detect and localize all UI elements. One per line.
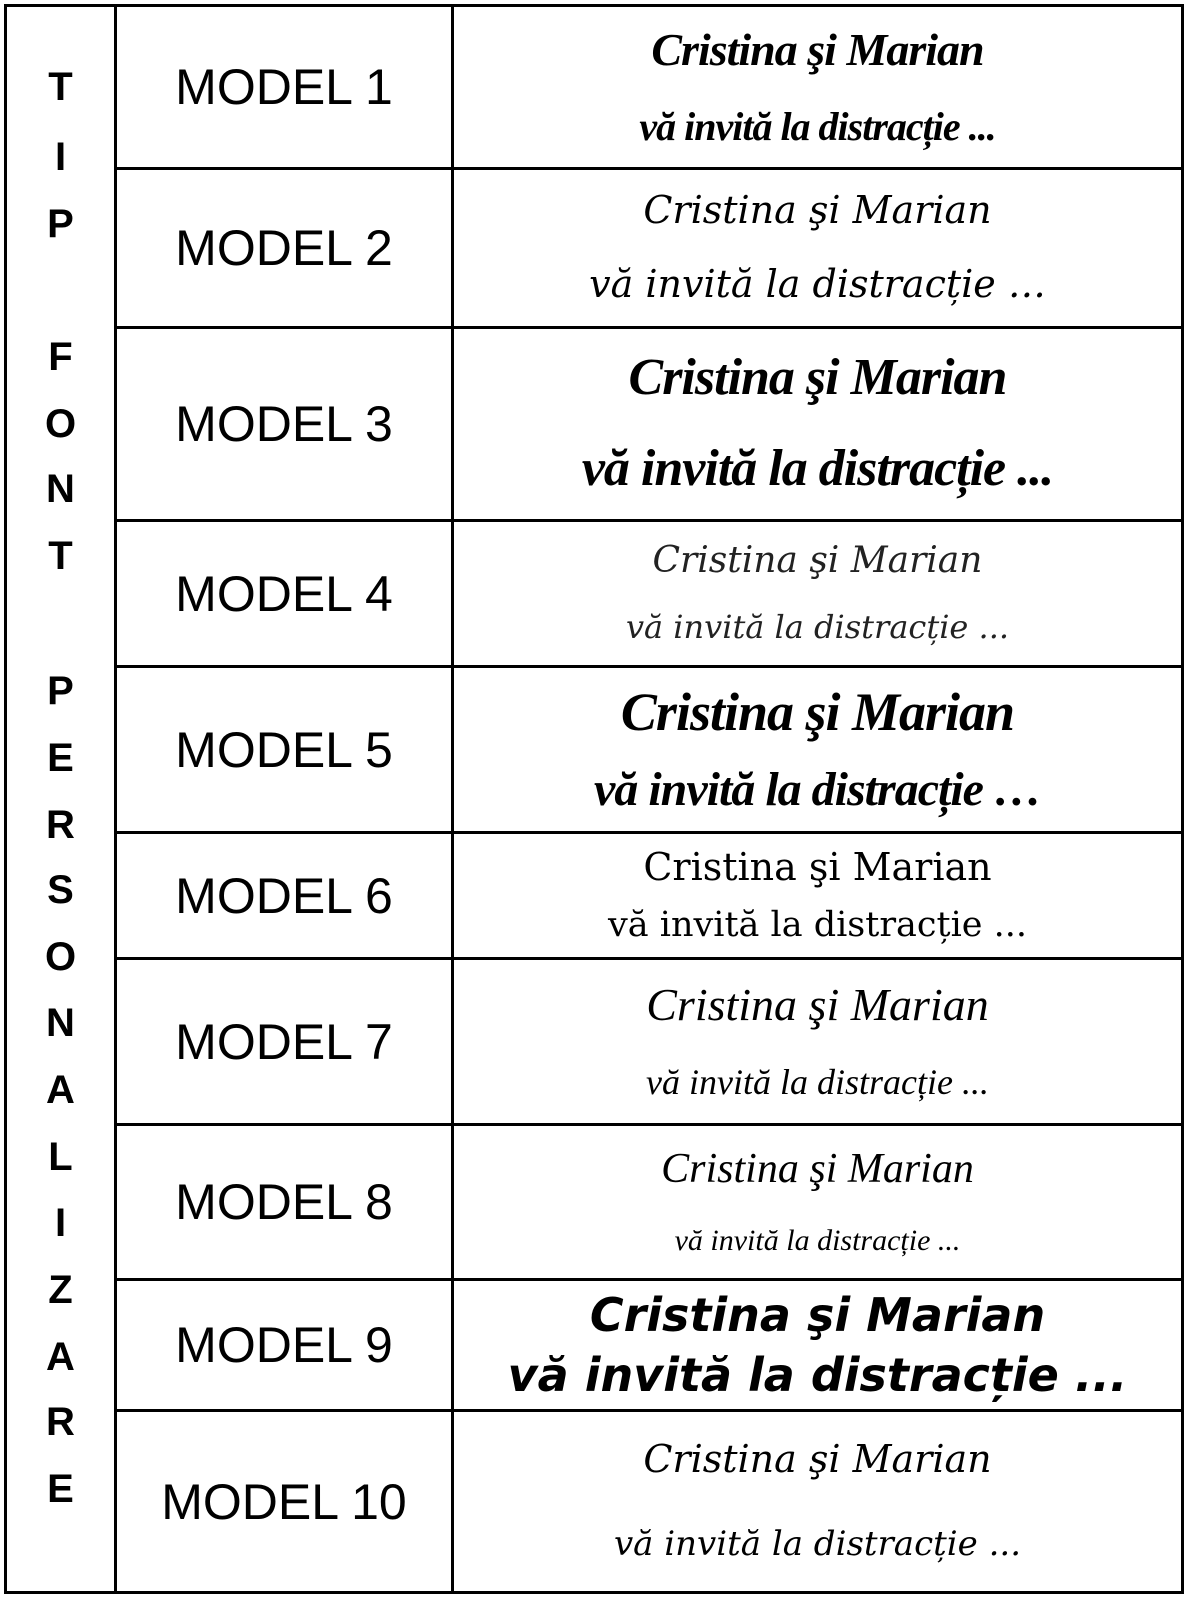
side-label-column [7,7,117,1591]
font-sample [454,329,1181,519]
model-row [117,522,1181,668]
font-sample [454,522,1181,665]
model-label: MODEL 9 [117,1281,454,1409]
sample-line-invite: vă invită la distracție … [594,762,1041,816]
sample-line-invite: vă invită la distracție ... [625,608,1010,647]
model-row [117,1281,1181,1412]
model-label: MODEL 2 [117,170,454,326]
sample-line-names: Cristina şi Marian [620,681,1015,742]
side-label-letter: I [54,135,67,179]
model-row [117,170,1181,329]
model-label: MODEL 1 [117,7,454,167]
model-label: MODEL 4 [117,522,454,665]
model-label: MODEL 6 [117,834,454,957]
model-row [117,668,1181,834]
font-sample [454,668,1181,831]
sample-line-names: Cristina şi Marian [643,1436,992,1481]
side-label-letter: I [54,1201,67,1245]
side-label-letter: O [44,402,77,446]
model-row [117,834,1181,960]
sample-line-invite: vă invită la distracție ... [674,1224,961,1258]
side-label-letter: R [46,1400,75,1444]
sample-line-invite: vă invită la distracție ... [646,1061,989,1102]
side-label-letter: N [46,467,75,511]
sample-line-names: Cristina şi Marian [651,24,984,76]
side-label-letter: E [47,1467,74,1511]
side-label-letter: O [44,935,77,979]
model-row [117,7,1181,170]
sample-line-invite: vă invită la distracție ... [581,440,1054,498]
sample-line-names: Cristina şi Marian [652,539,983,581]
side-label-letter: P [47,669,74,713]
side-label-letter: S [47,868,74,912]
side-label-letter: T [48,534,73,578]
sample-line-invite: vă invită la distracție ... [607,904,1027,945]
side-label-letter: N [46,1001,75,1045]
sample-line-names: Cristina şi Marian [646,979,989,1031]
side-label-letter: R [46,803,75,847]
sample-line-names: Cristina şi Marian [643,188,992,233]
side-label-letter: Z [48,1268,73,1312]
sample-line-names: Cristina şi Marian [661,1146,974,1193]
sample-line-invite: vă invită la distracție ... [507,1347,1128,1402]
model-row [117,329,1181,522]
side-label-letter: A [46,1335,75,1379]
model-row [117,1126,1181,1281]
side-label-letter: P [47,202,74,246]
sample-line-names: Cristina şi Marian [628,349,1007,407]
font-sample [454,960,1181,1123]
model-row [117,1412,1181,1591]
sample-line-names: Cristina şi Marian [589,1287,1046,1342]
model-label: MODEL 8 [117,1126,454,1278]
font-sample [454,7,1181,167]
font-sample [454,1126,1181,1278]
side-label-letter: F [48,335,73,379]
sample-line-invite: vă invită la distracție ... [613,1524,1022,1565]
model-label: MODEL 5 [117,668,454,831]
sample-line-invite: vă invită la distracție ... [639,103,996,149]
side-label-letter: A [46,1068,75,1112]
side-label-letter: E [47,736,74,780]
sample-line-names: Cristina şi Marian [643,844,992,889]
font-sample [454,1281,1181,1409]
model-label: MODEL 3 [117,329,454,519]
model-label: MODEL 7 [117,960,454,1123]
font-sample [454,834,1181,957]
font-sample [454,170,1181,326]
side-label-letter: T [48,65,73,109]
font-sample [454,1412,1181,1591]
model-row [117,960,1181,1126]
model-label: MODEL 10 [117,1412,454,1591]
model-rows [117,7,1181,1591]
font-models-table [4,4,1184,1594]
sample-line-invite: vă invită la distracție … [589,262,1046,307]
side-label-letter: L [48,1135,73,1179]
